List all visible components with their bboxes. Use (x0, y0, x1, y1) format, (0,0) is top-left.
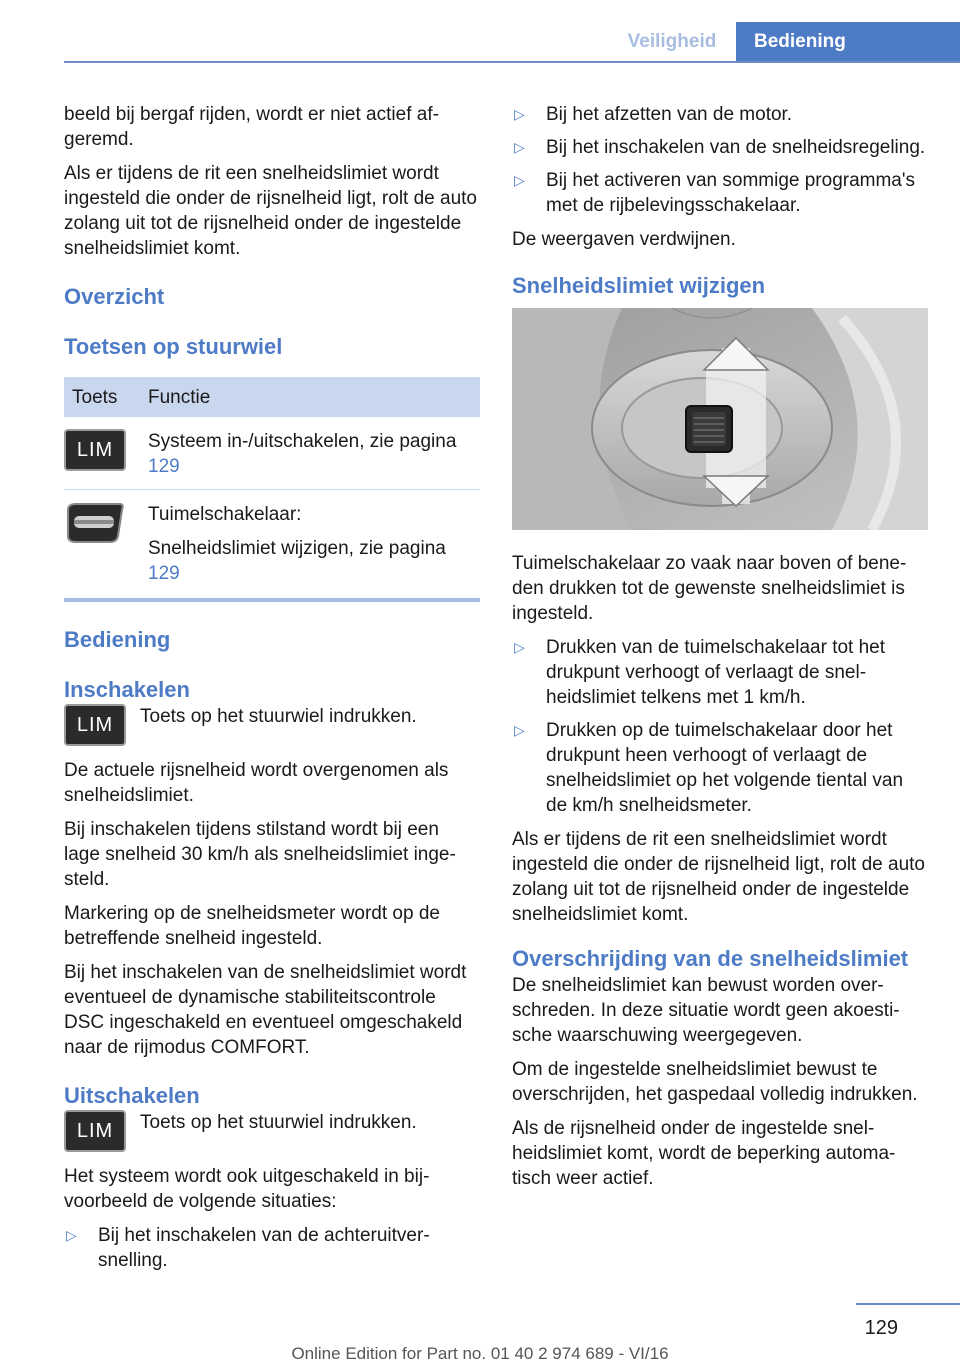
heading-wijzigen: Snelheidslimiet wijzigen (512, 273, 766, 298)
list-item-text: Drukken op de tuimelschakelaar door het drukpunt heen verhoogt of verlaagt de snelheidslimiet op het volgende tiental van de km/h snelheidsmeter. (546, 720, 904, 816)
key-instruction (64, 704, 480, 746)
left-column (64, 102, 480, 1282)
heading-overzicht: Overzicht (64, 284, 165, 309)
paragraph: Tuimelschakelaar zo vaak naar boven of beneden drukken tot de gewenste snelheidslimiet is ingesteld. (512, 553, 907, 624)
paragraph: beeld bij bergaf rijden, wordt er niet actief afgeremd. (64, 104, 439, 150)
paragraph: Bij het inschakelen van de snelheidslimiet wordt eventueel de dynamische stabiliteitscontrole DSC ingeschakeld en eventueel omgeschakeld naar de rijmodus COMFORT. (64, 962, 467, 1058)
keys-table (64, 377, 480, 602)
table-row (64, 417, 480, 490)
paragraph: De snelheidslimiet kan bewust worden overschreden. In deze situatie wordt geen akoestische waarschuwing weergegeven. (512, 975, 900, 1046)
right-column (512, 102, 928, 1200)
table-bottom-rule (64, 598, 480, 602)
function-text: Snelheidslimiet wijzigen, zie pagina (148, 538, 446, 559)
paragraph: Markering op de snelheidsmeter wordt op de betreffende snelheid ingesteld. (64, 903, 440, 949)
column-header-functie: Functie (148, 386, 211, 408)
list-item (512, 718, 928, 818)
triangle-bullet-icon: ▷ (514, 172, 525, 188)
page-link[interactable]: 129 (148, 563, 180, 584)
rocker-switch-icon (64, 502, 126, 544)
tab-veiligheid[interactable]: Veiligheid (627, 31, 717, 52)
bullet-list (512, 102, 928, 218)
paragraph: Als er tijdens de rit een snelheidslimiet wordt ingesteld die onder de rijsnelheid ligt, rolt de auto zolang uit tot de rijsnelheid onder de ingestelde snelheidslimiet komt. (512, 829, 925, 925)
page-number: 129 (864, 1317, 898, 1339)
list-item-text: Bij het activeren van sommige programma's met de rijbelevingsschakelaar. (546, 170, 915, 216)
header-rule (64, 61, 960, 63)
paragraph: De actuele rijsnelheid wordt overgenomen als snelheidslimiet. (64, 760, 449, 806)
list-item (512, 135, 928, 160)
table-cell-key (64, 502, 148, 586)
paragraph: De weergaven verdwijnen. (512, 229, 736, 250)
table-cell-function (148, 502, 480, 586)
table-row (64, 490, 480, 598)
triangle-bullet-icon: ▷ (514, 639, 525, 655)
heading-inschakelen: Inschakelen (64, 677, 190, 702)
heading-toetsen: Toetsen op stuurwiel (64, 334, 283, 359)
key-instruction (64, 1110, 480, 1152)
table-header (64, 377, 480, 417)
paragraph: Om de ingestelde snelheidslimiet bewust te overschrijden, het gaspedaal volledig indrukken. (512, 1059, 918, 1105)
triangle-bullet-icon: ▷ (66, 1227, 77, 1243)
column-header-toets: Toets (72, 386, 118, 408)
tab-bediening[interactable]: Bediening (736, 22, 960, 62)
paragraph: Als er tijdens de rit een snelheidslimiet wordt ingesteld die onder de rijsnelheid ligt, rolt de auto zolang uit tot de rijsnelheid onder de ingestelde snelheidslimiet komt. (64, 163, 477, 259)
bullet-list (512, 635, 928, 818)
steering-wheel-rocker-illustration (512, 308, 928, 530)
paragraph: Als de rijsnelheid onder de ingestelde snelheidslimiet komt, wordt de beperking automatisch weer actief. (512, 1118, 896, 1189)
lim-button-icon: LIM (64, 429, 126, 471)
lim-button-icon: LIM (64, 1110, 126, 1152)
heading-overschrijding: Overschrijding van de snelheidslimiet (512, 946, 909, 971)
triangle-bullet-icon: ▷ (514, 722, 525, 738)
triangle-bullet-icon: ▷ (514, 139, 525, 155)
instruction-text: Toets op het stuurwiel indrukken. (140, 1112, 417, 1133)
table-cell-function (148, 429, 480, 479)
page-link[interactable]: 129 (148, 456, 180, 477)
edition-footer: Online Edition for Part no. 01 40 2 974 689 - VI/16 (291, 1344, 669, 1363)
paragraph: Bij inschakelen tijdens stilstand wordt bij een lage snelheid 30 km/h als snelheidslimiet ingesteld. (64, 819, 456, 890)
function-text: Systeem in-/uitschakelen, zie pagina (148, 431, 457, 452)
lim-button-icon: LIM (64, 704, 126, 746)
list-item (64, 1223, 480, 1273)
function-text: Tuimelschakelaar: (148, 504, 302, 525)
paragraph: Het systeem wordt ook uitgeschakeld in bijvoorbeeld de volgende situaties: (64, 1166, 430, 1212)
heading-uitschakelen: Uitschakelen (64, 1083, 200, 1108)
list-item (512, 168, 928, 218)
table-cell-key (64, 429, 148, 479)
instruction-text: Toets op het stuurwiel indrukken. (140, 706, 417, 727)
list-item (512, 635, 928, 710)
list-item-text: Drukken van de tuimelschakelaar tot het drukpunt verhoogt of verlaagt de snelheidslimiet telkens met 1 km/h. (546, 637, 886, 708)
heading-bediening: Bediening (64, 627, 171, 652)
list-item-text: Bij het inschakelen van de snelheidsregeling. (546, 137, 926, 158)
bullet-list (64, 1223, 480, 1273)
footer-rule (856, 1303, 960, 1305)
list-item-text: Bij het afzetten van de motor. (546, 104, 793, 125)
list-item (512, 102, 928, 127)
triangle-bullet-icon: ▷ (514, 106, 525, 122)
list-item-text: Bij het inschakelen van de achteruitversnelling. (98, 1225, 430, 1271)
